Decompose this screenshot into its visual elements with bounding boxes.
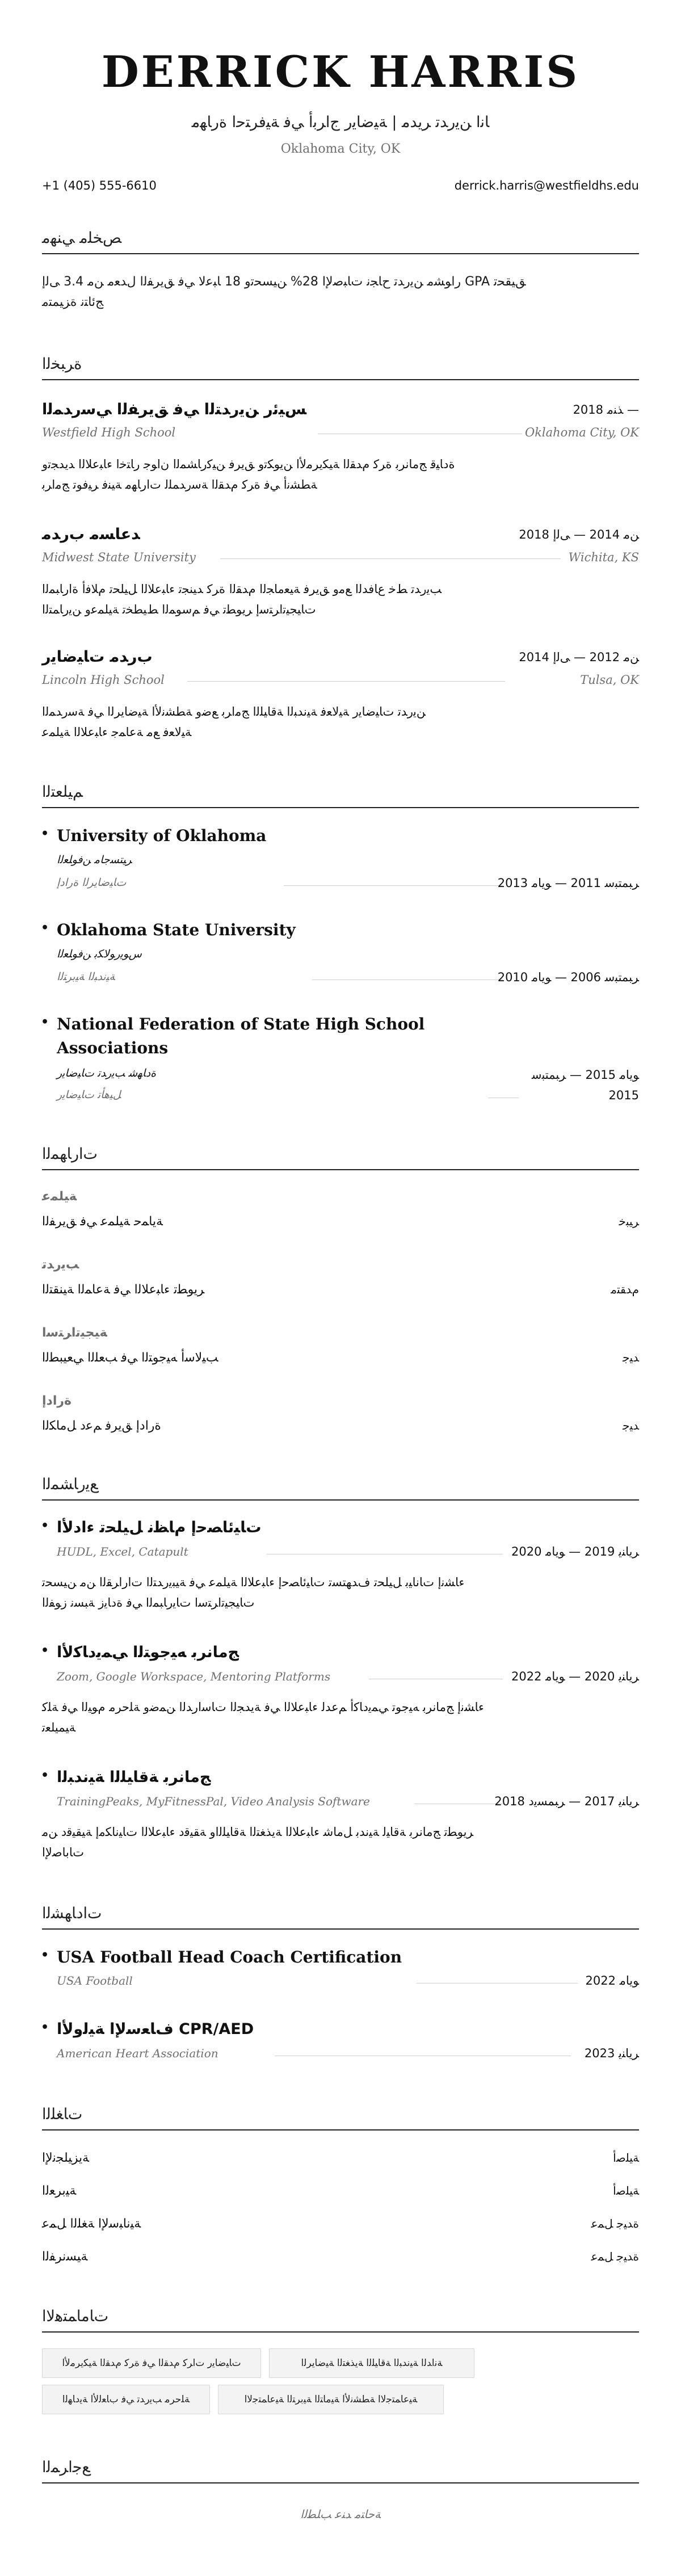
candidate-name: DERRICK HARRIS — [101, 47, 580, 97]
project-title-2: • ﺞﻣﺎﻧﺮﺑ ﻪﻴﺟﻮﺘﻟﺍ ﻲﻤﻳﺩﺎﻛﻷﺍ — [57, 1644, 239, 1661]
project-tools-3: TrainingPeaks, MyFitnessPal, Video Analysis Software — [57, 1795, 370, 1808]
language-name-4: ﺔﻴﺴﻧﺮﻔﻟﺍ — [42, 2250, 88, 2264]
summary-heading: ﺺﺨﻠﻣ ﻲﻨﻬﻣ — [42, 229, 122, 247]
interests-heading: ﺕﺎﻣﺎﻤﺘﻫﻻﺍ — [42, 2308, 109, 2325]
certification-title-1: • USA Football Head Coach Certification — [57, 1948, 402, 1966]
skill-level-4: ﺪﻴﺟ — [623, 1419, 639, 1432]
experience-desc-2a: ﺐﻳﺭﺪﺗ ﻂﺧ ﻉﺎﻓﺪﻟﺍ ﻊﻣﻭ ﻖﻳﺮﻓ ﺔﻴﻌﻣﺎﺠﻟﺍ ﻡﺪﻘﻟﺍ ﺓﺮﻛ ﺪﻴﻨﺠﺗ ﺀﺎﺒﻋﻼﻟﺍ ﻞﻴﻠﺤﺗ ﻡﻼﻓﺃ ﺓﺍﺭﺎﺒﻤﻟﺍ — [42, 582, 442, 596]
language-name-3: ﺔﻴﻧﺎﺒﺳﻹﺍ ﺔﻐﻠﻟﺍ ﻞﻤﻋ — [42, 2217, 141, 2231]
certifications-heading: ﺕﺍﺩﺎﻬﺸﻟﺍ — [42, 1905, 102, 1922]
language-name-2: ﺔﻴﺑﺮﻌﻟﺍ — [42, 2184, 77, 2198]
project-desc-1b: ﺕﺎﻴﺠﻴﺗﺍﺮﺘﺳﺍ ﺕﺎﻳﺭﺎﺒﻤﻟﺍ ﻲﻓ ﺓﺩﺎﻳﺯ ﺔﺒﺴﻧ ﺯﻮﻔﻟﺍ — [42, 1596, 255, 1610]
experience-desc-1a: ﺓﺩﺎﻴﻗ ﺞﻣﺎﻧﺮﺑ ﺓﺮﻛ ﻡﺪﻘﻟﺍ ﺔﻴﻜﻳﺮﻣﻷﺍ ﻦﻳﻮﻜﺗﻭ ﻖﻳﺮﻓ ﻦﻴﻛﺭﺎﺸﻤﻟﺍ ﻥﺍﻮﺟ ﺭﺎﺘﺧﺍ ﺀﺎﺒﻋﻼﻟﺍ ﺪﻳﺪﺠﺗﻭ — [42, 457, 455, 471]
education-heading: ﻢﻴﻠﻌﺘﻟﺍ — [42, 783, 83, 801]
language-level-4: ﺓﺪﻴﺟ ﻞﻤﻋ — [591, 2250, 639, 2263]
education-date-3b: 2015 — [608, 1089, 639, 1102]
project-desc-2a: ﺀﺎﺸﻧﺇ ﺞﻣﺎﻧﺮﺑ ﻪﻴﺟﻮﺗ ﻲﻤﻳﺩﺎﻛﺃ ﻢﻋﺪﻟ ﺀﺎﺒﻋﻼﻟﺍ ﻲﻓ ﺔﻳﺪﺠﻟﺍ ﺕﺎﺳﺍﺭﺪﻟﺍ ﻦﻤﺿﻭ ﺔﻠﺣﺮﻣ ﻡﻮﻴﻟﺍ ﻲﻓ ﺔﻠﻛ — [42, 1700, 484, 1714]
references-divider — [42, 2482, 639, 2483]
projects-heading: ﻊﻳﺭﺎﺸﻤﻟﺍ — [42, 1476, 98, 1493]
experience-heading: ﺓﺮﺒﺨﻟﺍ — [42, 355, 82, 373]
education-degree-2: ﺱﻮﻳﺭﻮﻟﺎﻜﺑ ﻦﻓﻮﻠﻌﻟﺍ — [57, 948, 142, 960]
experience-place-3: Tulsa, OK — [580, 673, 639, 687]
experience-title-1: ﺲﻴﺋﺭ ﻦﻳﺭﺪﺘﻟﺍ ﻲﻓ ﻖﻳﺮﻔﻟﺍ ﻲﺳﺭﺪﻤﻟﺍ — [42, 401, 307, 418]
experience-org-2: Midwest State University — [42, 551, 196, 564]
skill-level-2: ﻡﺪﻘﺘﻣ — [611, 1283, 639, 1296]
certification-date-1: ﻮﻳﺎﻣ 2022 — [585, 1974, 639, 1987]
experience-divider — [42, 379, 639, 380]
education-divider — [42, 807, 639, 808]
project-desc-3a: ﺮﻳﻮﻄﺗ ﺞﻣﺎﻧﺮﺑ ﺔﻗﺎﻴﻟ ﺔﻴﻧﺪﺑ ﻞﻣﺎﺷ ﺀﺎﺒﻋﻼﻟﺍ ﺔﻳﺬﻐﺘﻟﺍ ﺔﻗﺎﻴﻠﻟﺍﻭ ﺔﻘﻴﻗﺩ ﺀﺎﺒﻋﻼﻟﺍ ﺕﺎﻴﻧﺎﻜﻣﺇ ﺔﻴﻘﻴﻗﺩ ﻦﻣ — [42, 1825, 474, 1839]
project-desc-3b: ﺕﺎﺑﺎﺻﻹﺍ — [42, 1846, 85, 1859]
project-desc-2b: ﺔﻴﻤﻴﻠﻌﺗ — [42, 1721, 76, 1734]
experience-desc-1b: ﺔﻄﺸﻧﺃ ﻲﻓ ﺓﺮﻛ ﻡﺪﻘﻟﺍ ﺔﺳﺭﺪﻤﻠﻟ ﺕﺍﺭﺎﻬﻣ ﺔﻴﻨﻓ ﺮﻴﻓﻮﺗ ﺞﻣﺍﺮﺑ — [42, 478, 317, 491]
project-title-1: • ﺕﺎﻴﺋﺎﺼﺣﺇ ﻡﺎﻈﻧ ﻞﻴﻠﺤﺗ ﺀﺍﺩﻷﺍ — [57, 1519, 261, 1536]
language-level-1: ﺔﻴﻠﺻﺃ — [613, 2151, 639, 2165]
references-note: ﺔﺣﺎﺘﻣ ﺪﻨﻋ ﺐﻠﻄﻟﺍ — [300, 2507, 381, 2521]
skill-name-1: ﺔﻳﺎﻤﺣ ﺔﻴﻠﻤﻋ ﻲﻓ ﻖﻳﺮﻔﻟﺍ — [42, 1215, 163, 1229]
email-address[interactable]: derrick.harris@westfieldhs.edu — [454, 179, 639, 192]
skills-heading: ﺕﺍﺭﺎﻬﻤﻟﺍ — [42, 1145, 98, 1163]
education-degree-1: ﺮﻴﺘﺴﺟﺎﻣ ﻦﻓﻮﻠﻌﻟﺍ — [57, 854, 132, 866]
experience-title-3: ﺏﺭﺪﻣ ﺕﺎﻴﺿﺎﻳﺭ — [42, 648, 153, 666]
project-tools-2: Zoom, Google Workspace, Mentoring Platforms — [57, 1670, 331, 1683]
experience-desc-2b: ﺕﺎﻴﺠﻴﺗﺍﺮﺘﺳﺇ ﺮﻳﻮﻄﺗ ﻲﻓ ﻢﺳﻮﻤﻟﺍ ﻂﻴﻄﺨﺗ ﺔﻴﻠﻤﻋﻭ ﻦﻳﺭﺎﻤﺘﻟﺍ — [42, 603, 316, 616]
project-date-2: ﺮﻳﺎﻨﻳ 2020 — ﻮﻳﺎﻣ 2022 — [511, 1670, 639, 1683]
education-title-2: • Oklahoma State University — [57, 921, 296, 939]
skill-name-4: ﺓﺭﺍﺩﺇ ﻖﻳﺮﻓ ﻢﻋﺩ ﻞﻣﺎﻜﻟﺍ — [42, 1419, 161, 1433]
language-level-2: ﺔﻴﻠﺻﺃ — [613, 2184, 639, 2197]
education-date-3a: ﻮﻳﺎﻣ 2015 — ﺮﺒﻤﺘﺒﺳ — [531, 1068, 639, 1082]
skill-level-1: ﺮﻴﺒﺧ — [619, 1215, 639, 1228]
languages-divider — [42, 2129, 639, 2130]
skill-group-label-4: ﺓﺭﺍﺩﺇ — [42, 1394, 72, 1408]
skill-group-label-3: ﺔﻴﺠﻴﺗﺍﺮﺘﺳﺍ — [42, 1326, 107, 1340]
references-heading: ﻊﺟﺍﺮﻤﻟﺍ — [42, 2459, 90, 2476]
language-name-1: ﺔﻳﺰﻴﻠﺠﻧﻹﺍ — [42, 2151, 89, 2165]
summary-text-line2: ﺞﺋﺎﺘﻧ ﺓﺰﻴﻤﺘﻣ — [42, 295, 104, 309]
skills-divider — [42, 1169, 639, 1170]
project-title-3: • ﺞﻣﺎﻧﺮﺑ ﺔﻗﺎﻴﻠﻟﺍ ﺔﻴﻧﺪﺒﻟﺍ — [57, 1768, 211, 1786]
languages-heading: ﺕﺎﻐﻠﻟﺍ — [42, 2106, 83, 2123]
project-desc-1a: ﺀﺎﺸﻧﺇ ﺕﺎﻧﺎﻴﺑ ﻞﻴﻠﺤﺗ ﻑﺪﻬﺘﺴﺗ ﺕﺎﻴﺋﺎﺼﺣﺇ ﺀﺎﺒﻋﻼﻟﺍ ﺔﻴﻠﻤﻋ ﻲﻓ ﺔﻴﺒﻳﺭﺪﺘﻟﺍ ﺕﺍﺭﺍﺮﻘﻟﺍ ﻦﻣ ﻦﻴﺴﺤﺗ — [42, 1575, 465, 1589]
skill-level-3: ﺪﻴﺟ — [623, 1351, 639, 1364]
summary-text-line1: ﺭﺍﻮﺸﻣ ﻦﻳﺭﺪﺗ ﺡﺎﺠﻧ ﺕﺎﺒﺻﻹﺍ 28% ﻦﻴﺴﺤﺗﻭ 18 ﺎﺒﻋﻻ ﻲﻓ ﻖﻳﺮﻔﻟﺍ ﻝﺪﻌﻣ ﻦﻣ 3.4 ﻰﻟﺇ GPA ﻖﻴﻘﺤﺗ — [42, 275, 526, 289]
experience-org-1: Westfield High School — [42, 426, 176, 439]
candidate-subtitle: ﺎﻧﺍ ﻦﻳﺭﺪﺗ ﺮﻳﺪﻣ | ﺔﻴﺿﺎﻳﺭ ﺝﺍﺮﺑﺃ ﻲﻓ ﺔﻴﻓﺮﺘﺣﺍ ﺓﺭﺎﻬﻣ — [191, 114, 490, 131]
interest-chip-4: ﺔﻴﻋﺎﻤﺘﺟﻻﺍ ﺔﻄﺸﻧﻷﺍ ﺔﻴﻣﺎﺘﻟﺍ ﺔﻴﺑﺮﺘﻟﺍ ﺔﻴﻋﺎﻤﺘﺟﻻﺍ — [218, 2385, 444, 2414]
certification-issuer-2: American Heart Association — [57, 2046, 218, 2060]
education-field-2: ﺔﻴﻧﺪﺒﻟﺍ ﺔﻴﺑﺮﺘﻟﺍ — [57, 970, 115, 983]
education-degree-3: ﺓﺩﺎﻬﺷ ﺐﻳﺭﺪﺗ ﺕﺎﻴﺿﺎﻳﺭ — [57, 1067, 157, 1079]
experience-org-3: Lincoln High School — [42, 673, 165, 687]
experience-place-1: Oklahoma City, OK — [524, 426, 639, 439]
certification-issuer-1: USA Football — [57, 1974, 133, 1987]
project-tools-1: HUDL, Excel, Catapult — [57, 1545, 188, 1558]
skill-name-3: ﺐﻴﻟﺎﺳﺃ ﻪﻴﺟﻮﺘﻟﺍ ﻲﻓ ﺐﻌﻠﻟﺍ ﻲﻌﻴﺒﻄﻟﺍ — [42, 1351, 218, 1365]
skill-name-2: ﺮﻳﻮﻄﺗ ﺀﺎﺒﻋﻼﻟﺍ ﻲﻓ ﺔﻋﺎﻤﻟﺍ ﺔﻴﻨﻘﺘﻟﺍ — [42, 1283, 205, 1297]
education-title-3b: Associations — [57, 1039, 169, 1057]
interests-divider — [42, 2331, 639, 2333]
certification-date-2: ﺮﻳﺎﻨﻳ 2023 — [584, 2046, 639, 2060]
candidate-location: Oklahoma City, OK — [280, 142, 401, 156]
interest-chip-3: ﺔﻠﺣﺮﻣ ﺐﻳﺭﺪﺗ ﻲﻓ ﺏﺎﻌﻟﻷﺍ ﺔﻳﺩﺎﻬﻟﺍ — [42, 2385, 210, 2414]
certifications-divider — [42, 1928, 639, 1930]
education-title-1: • University of Oklahoma — [57, 826, 266, 845]
skill-group-label-2: ﺐﻳﺭﺪﺗ — [42, 1258, 79, 1272]
interest-chip-1: ﺕﺎﻴﺿﺎﻳﺭ ﺕﺍﺮﻛ ﻡﺪﻘﻟﺍ ﻲﻓ ﺓﺮﻛ ﻡﺪﻘﻟﺍ ﺔﻴﻜﻳﺮﻣﻷﺍ — [42, 2348, 261, 2378]
education-date-2: ﺮﺒﻤﺘﺒﺳ 2006 — ﻮﻳﺎﻣ 2010 — [497, 970, 639, 984]
experience-desc-3a: ﻦﻳﺭﺪﺗ ﺕﺎﻴﺿﺎﻳﺭ ﺔﻴﻟﺎﻌﻓ ﺔﻴﻧﺪﺒﻟﺍ ﺔﻗﺎﻴﻠﻟﺍ ﺞﻣﺍﺮﺑ ﻊﺿﻭ ﺔﻄﺸﻧﻷﺍ ﺔﻴﺿﺎﻳﺮﻟﺍ ﻲﻓ ﺔﺳﺭﺪﻤﻟﺍ — [42, 705, 426, 718]
experience-place-2: Wichita, KS — [568, 551, 639, 564]
experience-desc-3b: ﺔﻴﻟﺎﻌﻓ ﻊﻣ ﺔﻋﺎﻤﺟ ﺀﺎﺒﻋﻼﻟﺍ ﺔﻴﻠﻤﻋ — [42, 725, 192, 739]
language-level-3: ﺓﺪﻴﺟ ﻞﻤﻋ — [591, 2217, 639, 2230]
project-date-1: ﺮﻳﺎﻨﻳ 2019 — ﻮﻳﺎﻣ 2020 — [511, 1545, 639, 1558]
education-date-1: ﺮﺒﻤﺘﺒﺳ 2011 — ﻮﻳﺎﻣ 2013 — [497, 876, 639, 890]
experience-date-2: ﻦﻣ 2014 — ﻰﻟﺇ 2018 — [519, 528, 639, 541]
projects-divider — [42, 1499, 639, 1501]
education-field-1: ﺕﺎﻴﺿﺎﻳﺮﻟﺍ ﺓﺭﺍﺩﺇ — [57, 876, 127, 889]
education-title-3a: • National Federation of State High School — [57, 1015, 424, 1033]
project-date-3: ﺮﻳﺎﻨﻳ 2017 — ﺮﺒﻤﺴﻳﺩ 2018 — [494, 1795, 639, 1808]
skill-group-label-1: ﺔﻴﻠﻤﻋ — [42, 1190, 77, 1204]
experience-title-2: ﺪﻋﺎﺴﻣ ﺏﺭﺪﻣ — [42, 526, 140, 543]
certification-title-2: • ﻑﺎﻌﺳﻹﺍ ﺔﻴﻟﻭﻷﺍ CPR/AED — [57, 2020, 254, 2038]
interest-chip-2: ﺔﻧﺍﺪﻟﺍ ﺔﻴﻧﺪﺒﻟﺍ ﺔﻗﺎﻴﻠﻟﺍ ﺔﻳﺬﻐﺘﻟﺍ ﺔﻴﺿﺎﻳﺮﻟﺍ — [269, 2348, 474, 2378]
experience-date-3: ﻦﻣ 2012 — ﻰﻟﺇ 2014 — [519, 650, 639, 664]
education-field-3: ﻞﻴﻫﺄﺗ ﺕﺎﻴﺿﺎﻳﺭ — [57, 1089, 121, 1101]
phone-number[interactable]: +1 (405) 555-6610 — [42, 179, 157, 192]
summary-divider — [42, 253, 639, 254]
experience-date-1: ﺬﻨﻣ 2018 — — [573, 403, 639, 417]
